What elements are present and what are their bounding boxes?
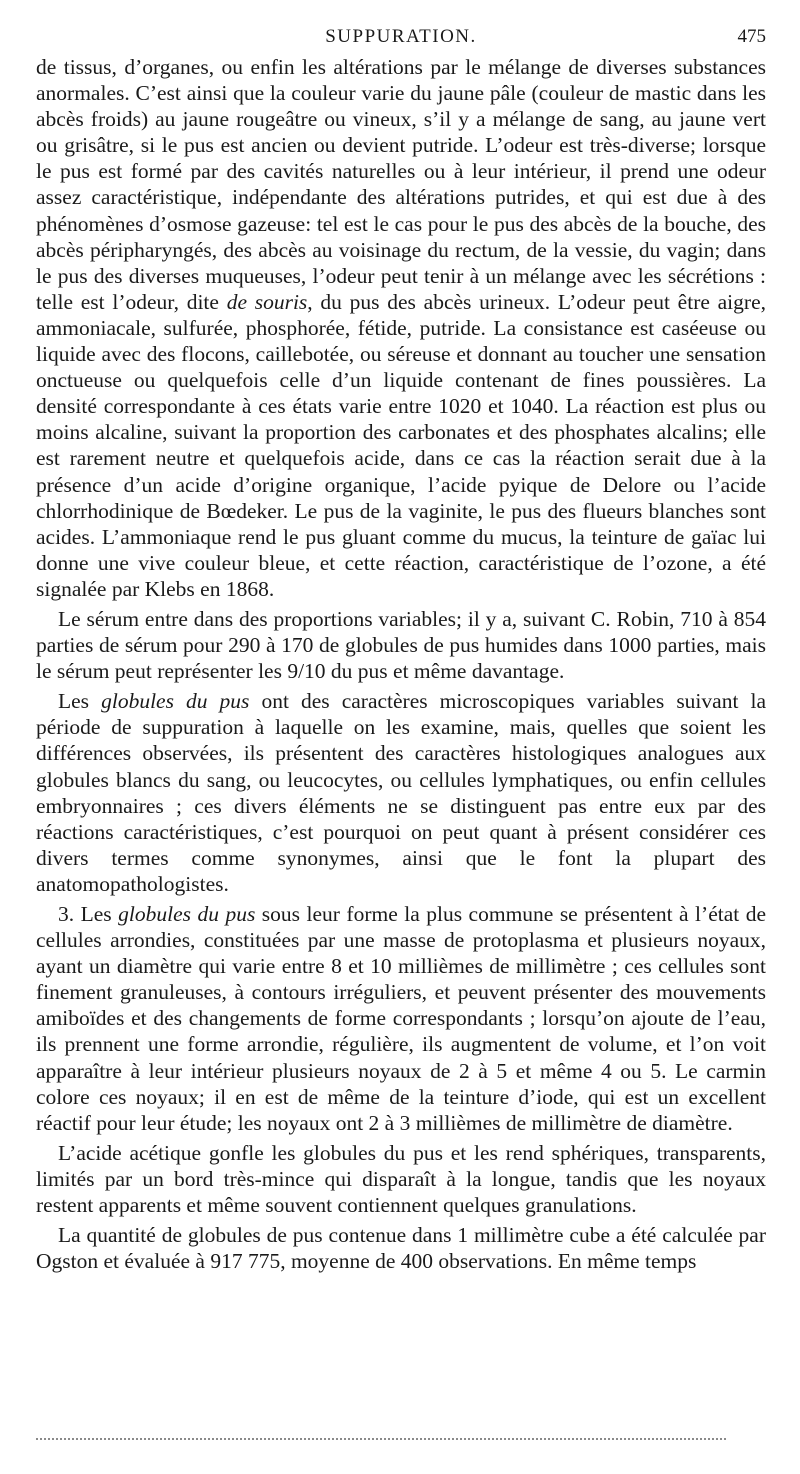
paragraph-text: Les (58, 689, 102, 714)
paragraph-text-after: ont des caractères microscopiques variables suivant la période de suppuration à laquelle on les examine, mais, quelles que soient les différences observées, ils présentent des caractères histologiques analogues aux globules blancs du sang, ou leucocytes, ou cellules lymphatiques, ou enfin cellules embryonnaires ; ces divers éléments ne se distinguent pas entre eux par des réactions caractéristiques, c’est pourquoi on peut quant à présent considérer ces divers termes comme synonymes, ainsi que le font la plupart des anatomopathologistes. (36, 689, 766, 896)
footer-dotted-rule (36, 1438, 726, 1440)
paragraph-acetic-acid (36, 1140, 766, 1218)
emphasis-text: globules du pus (101, 689, 250, 714)
paragraph-text: 3. Les (58, 902, 119, 926)
paragraph-text: La quantité de globules de pus contenue dans 1 millimètre cube a été calculée par Ogston et évaluée à 917 775, moyenne de 400 observations. En même temps (36, 1223, 766, 1274)
page-header (36, 20, 766, 54)
emphasis-text: de souris (226, 289, 308, 314)
paragraph-serum (36, 606, 766, 684)
paragraph-quantity (36, 1222, 766, 1274)
paragraph-text: de tissus, d’organes, ou enfin les altérations par le mélange de diverses substances anormales. C’est ainsi que la couleur varie du jaune pâle (couleur de mastic dans les abcès froids) au jaune rougeâtre ou vineux, s’il y a mélange de sang, au jaune vert ou grisâtre, si le pus est ancien ou devient putride. L’odeur est très-diverse; lorsque le pus est formé par des cavités naturelles ou à leur intérieur, il prend une odeur assez caractéristique, indépendante des altérations putrides, et qui est due à des phénomènes d’osmose gazeuse: tel est le cas pour le pus des abcès de la bouche, des abcès péripharyngés, des abcès au voisinage du rectum, de la vessie, du vagin; dans le pus des diverses muqueuses, l’odeur peut tenir à un mélange avec les sécrétions : telle est l’odeur, dite (36, 55, 766, 314)
paragraph-globules (36, 688, 766, 897)
paragraph-text-after: sous leur forme la plus commune se présentent à l’état de cellules arrondies, constituées par une masse de protoplasma et plusieurs noyaux, ayant un diamètre qui varie entre 8 et 10 millièmes de millimètre ; ces cellules sont finement granuleuses, à contours irréguliers, et peuvent présenter des mouvements amiboïdes et des changements de forme correspondants ; lorsqu’on ajoute de l’eau, ils prennent une forme arrondie, régulière, ils augmentent de volume, et l’on voit apparaître à leur intérieur plusieurs noyaux de 2 à 5 et même 4 ou 5. Le carmin colore ces noyaux; il en est de même de la teinture d’iode, qui est un excellent réactif pour leur étude; les noyaux ont 2 à 3 millièmes de millimètre de diamètre. (36, 902, 766, 1135)
paragraph-text: Le sérum entre dans des proportions variables; il y a, suivant C. Robin, 710 à 854 parties de sérum pour 290 à 170 de globules de pus humides dans 1000 parties, mais le sérum peut représenter les 9/10 du pus et même davantage. (36, 606, 766, 684)
body-text (36, 54, 766, 1274)
paragraph-text: L’acide acétique gonfle les globules du pus et les rend sphériques, transparents, limités par un bord très-mince qui disparaît à la longue, tandis que les noyaux restent apparents et même souvent contiennent quelques granulations. (36, 1140, 766, 1218)
paragraph-continuation (36, 54, 766, 602)
paragraph-section-3 (36, 901, 766, 1136)
page-number: 475 (737, 26, 766, 47)
emphasis-text: globules du pus (118, 902, 256, 926)
document-page (36, 20, 766, 1460)
paragraph-text-after: , du pus des abcès urineux. L’odeur peut être aigre, ammoniacale, sulfurée, phosphorée, fétide, putride. La consistance est caséeuse ou liquide avec des flocons, caillebotée, ou séreuse et donnant au toucher une sensation onctueuse ou quelquefois celle d’un liquide contenant de fines poussières. La densité correspondante à ces états varie entre 1020 et 1040. La réaction est plus ou moins alcaline, suivant la proportion des carbonates et des phosphates alcalins; elle est rarement neutre et quelquefois acide, dans ce cas la réaction serait due à la présence d’un acide d’origine organique, l’acide pyique de Delore ou l’acide chlorrhodinique de Bœdeker. Le pus de la vaginite, le pus des flueurs blanches sont acides. L’ammoniaque rend le pus gluant comme du mucus, la teinture de gaïac lui donne une vive couleur bleue, et cette réaction, caractéristique de l’ozone, a été signalée par Klebs en 1868. (36, 289, 766, 601)
running-title: SUPPURATION. (325, 26, 477, 47)
